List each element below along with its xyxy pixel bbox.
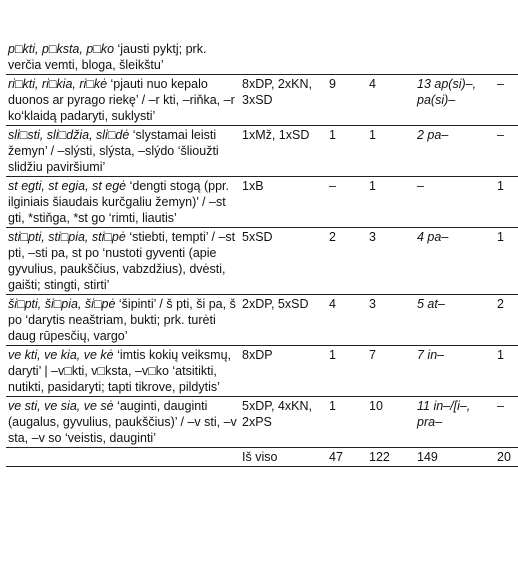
sources-cell	[240, 40, 327, 75]
count-cell: 3	[367, 295, 415, 346]
entry-gloss: ‘slystamai leisti žemyn’ / –slýsti, slýsta, –slýdo ‘šlioužti slidžiu paviršiumi’	[8, 128, 219, 174]
sources-cell: 1xMž, 1xSD	[240, 126, 327, 177]
entry-gloss: ‘auginti, dauginti (augalus, gyvulius, paukščius)’ / –v sti, –v sta, –v so ‘veistis, dauginti’	[8, 399, 237, 445]
count-cell	[495, 40, 518, 75]
total-prefixes: 149	[415, 448, 495, 467]
entry-gloss: ‘dengti stogą (ppr. ilginiais šiaudais kurčgaliu žemyn)’ / –st gti, *stiňga, *st go ‘rimti, liautis’	[8, 179, 229, 225]
table-row	[6, 177, 518, 228]
entry-cell	[6, 177, 240, 228]
count-cell: –	[495, 75, 518, 126]
verb-statistics-table	[6, 40, 518, 467]
count-cell: 1	[495, 346, 518, 397]
sources-cell: 8xDP, 2xKN, 3xSD	[240, 75, 327, 126]
sources-cell: 5xSD	[240, 228, 327, 295]
entry-cell	[6, 126, 240, 177]
count-cell: 1	[327, 126, 367, 177]
count-cell: 1	[495, 228, 518, 295]
table-row	[6, 40, 518, 75]
entry-gloss: ‘šipinti’ / š pti, ši pa, š po ‘darytis neaštriam, bukti; prk. turėti daug rūpesčių, vargo’	[8, 297, 236, 343]
total-col4: 122	[367, 448, 415, 467]
table-row	[6, 75, 518, 126]
table-row	[6, 126, 518, 177]
entry-cell	[6, 75, 240, 126]
total-col6: 20	[495, 448, 518, 467]
sources-cell: 2xDP, 5xSD	[240, 295, 327, 346]
sources-cell: 1xB	[240, 177, 327, 228]
count-cell: –	[495, 126, 518, 177]
count-cell: –	[495, 397, 518, 448]
count-cell	[327, 40, 367, 75]
entry-cell	[6, 397, 240, 448]
table-body	[6, 40, 518, 448]
entry-headword: ve sti, ve sia, ve sė	[8, 399, 114, 413]
count-cell: 4	[367, 75, 415, 126]
count-cell: 1	[327, 346, 367, 397]
entry-cell	[6, 228, 240, 295]
prefix-cell	[415, 40, 495, 75]
prefix-cell: 2 pa–	[415, 126, 495, 177]
count-cell: 2	[495, 295, 518, 346]
total-empty-cell	[6, 448, 240, 467]
count-cell: 7	[367, 346, 415, 397]
prefix-cell: 4 pa–	[415, 228, 495, 295]
prefix-cell: 11 in–/[i–, pra–	[415, 397, 495, 448]
sources-cell: 8xDP	[240, 346, 327, 397]
entry-gloss: ‘stiebti, tempti’ / –st pti, –sti pa, st po ‘nustoti gyventi (apie gyvulius, paukščius, vabzdžius), dvėsti, gaišti; stingti, stirti’	[8, 230, 236, 292]
table-row	[6, 346, 518, 397]
count-cell: 4	[327, 295, 367, 346]
entry-headword: sli□sti, sli□džia, sli□dė	[8, 128, 130, 142]
entry-headword: st egti, st egia, st egė	[8, 179, 127, 193]
total-label: Iš viso	[240, 448, 327, 467]
entry-headword: p□kti, p□ksta, p□ko	[8, 42, 115, 56]
total-row	[6, 448, 518, 467]
count-cell: 1	[495, 177, 518, 228]
entry-cell	[6, 295, 240, 346]
entry-headword: ši□pti, ši□pia, ši□pė	[8, 297, 116, 311]
entry-headword: ri□kti, ri□kia, ri□kė	[8, 77, 108, 91]
count-cell: 1	[367, 126, 415, 177]
table-row	[6, 295, 518, 346]
prefix-cell: 5 at–	[415, 295, 495, 346]
total-col3: 47	[327, 448, 367, 467]
entry-headword: ve kti, ve kia, ve kė	[8, 348, 114, 362]
entry-cell	[6, 346, 240, 397]
count-cell: 1	[327, 397, 367, 448]
count-cell	[367, 40, 415, 75]
count-cell: 9	[327, 75, 367, 126]
table-row	[6, 397, 518, 448]
entry-cell	[6, 40, 240, 75]
entry-gloss: ‘jausti pyktj; prk. verčia vemti, bloga, šleikštu’	[8, 42, 207, 72]
prefix-cell: 7 in–	[415, 346, 495, 397]
prefix-cell: 13 ap(si)–, pa(si)–	[415, 75, 495, 126]
count-cell: 3	[367, 228, 415, 295]
entry-headword: sti□pti, sti□pia, sti□pė	[8, 230, 126, 244]
count-cell: 2	[327, 228, 367, 295]
entry-gloss: ‘imtis kokių veiksmų, daryti’ | –v□kti, v□ksta, –v□ko ‘atsitikti, nutikti, pasidaryti; tapti tikrove, pildytis’	[8, 348, 231, 394]
count-cell: 1	[367, 177, 415, 228]
count-cell: –	[327, 177, 367, 228]
entry-gloss: ‘pjauti nuo kepalo duonos ar pyrago riekę’ / –r kti, –riňka, –r ko‘klaidą padaryti, suklysti’	[8, 77, 235, 123]
sources-cell: 5xDP, 4xKN, 2xPS	[240, 397, 327, 448]
prefix-cell: –	[415, 177, 495, 228]
count-cell: 10	[367, 397, 415, 448]
table-row	[6, 228, 518, 295]
